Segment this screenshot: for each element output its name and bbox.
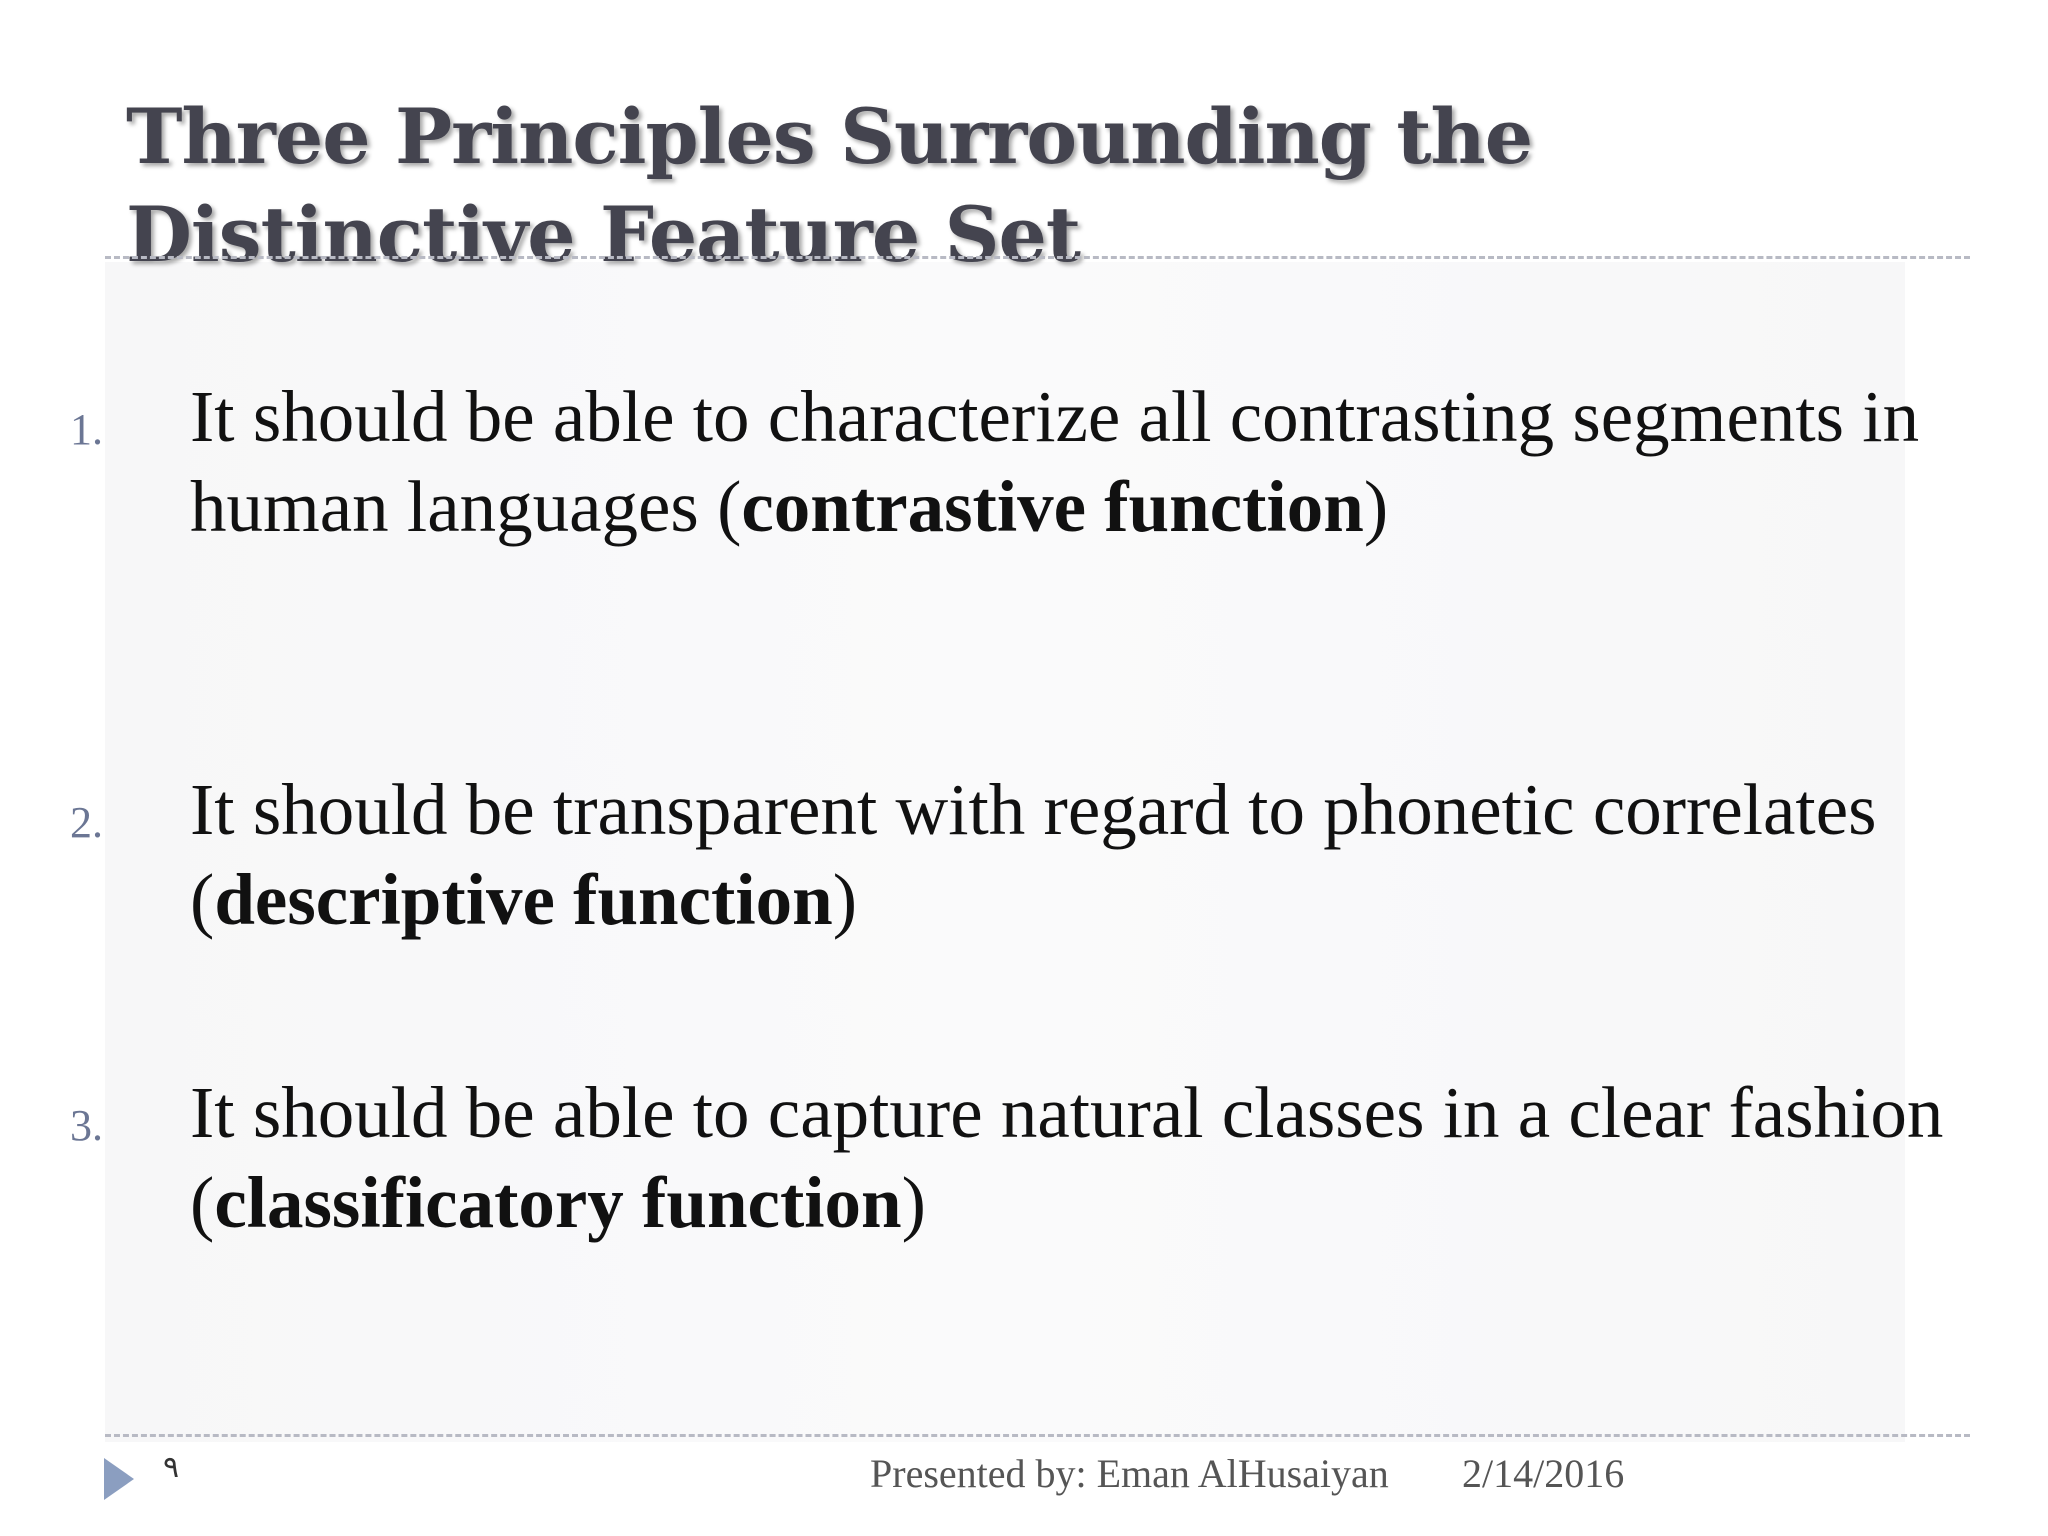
slide-title: Three Principles Surrounding the Distinctive Feature Set: [126, 92, 1533, 279]
item-close: ): [901, 1162, 926, 1243]
item-close: ): [832, 859, 858, 940]
footer-divider: [105, 1434, 1970, 1437]
item-close: ): [1363, 466, 1389, 547]
slide-date: 2/14/2016: [1462, 1451, 1625, 1496]
item-emphasis: contrastive function: [741, 466, 1364, 547]
page-number: ٩: [163, 1451, 180, 1484]
item-emphasis: descriptive function: [214, 859, 833, 940]
presenter-credit: Presented by: Eman AlHusaiyan: [870, 1451, 1389, 1496]
list-item-text: [190, 1068, 1950, 1248]
item-text: It should be able to characterize all contrasting segments in human languages (: [190, 376, 1920, 547]
list-number: 2.: [70, 798, 103, 847]
play-triangle-icon: [104, 1458, 134, 1500]
item-text: It should be able to capture natural classes in a clear fashion (: [190, 1072, 1944, 1243]
item-text: It should be transparent with regard to phonetic correlates (: [190, 769, 1877, 940]
item-emphasis: classificatory function: [214, 1162, 902, 1243]
list-item-text: [190, 372, 1950, 552]
list-number: 3.: [70, 1101, 103, 1150]
list-item-text: [190, 765, 1950, 945]
title-divider: [105, 256, 1970, 259]
list-number: 1.: [70, 405, 103, 454]
